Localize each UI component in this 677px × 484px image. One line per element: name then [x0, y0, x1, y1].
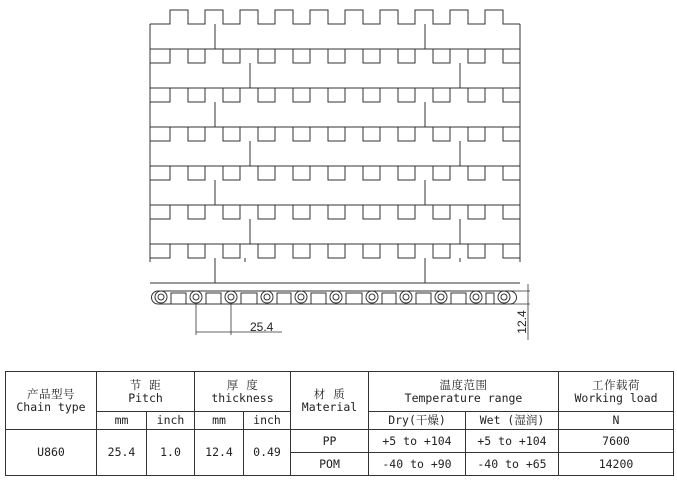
chain-type-en: Chain type	[16, 399, 86, 414]
temp-wet-header: Wet (湿润)	[466, 412, 559, 430]
load-cell: 14200	[559, 453, 674, 476]
pitch-inch-cell: 1.0	[147, 430, 195, 476]
load-cn: 工作载荷	[592, 377, 641, 392]
thickness-inch-cell: 0.49	[244, 430, 291, 476]
pitch-mm-cell: 25.4	[97, 430, 147, 476]
material-cell: PP	[291, 430, 369, 453]
material-cn: 材 质	[313, 386, 346, 401]
material-en: Material	[301, 399, 358, 414]
side-view	[152, 284, 531, 340]
chain-type-cn: 产品型号	[27, 386, 75, 401]
load-en: Working load	[574, 390, 658, 405]
thickness-mm-cell: 12.4	[195, 430, 244, 476]
pitch-header	[97, 372, 195, 412]
pitch-unit-mm: mm	[97, 412, 147, 430]
chain-type-header	[6, 372, 97, 430]
load-cell: 7600	[559, 430, 674, 453]
load-header	[559, 372, 674, 412]
thickness-unit-mm: mm	[195, 412, 244, 430]
thickness-header	[195, 372, 291, 412]
temperature-en: Temperature range	[404, 390, 523, 405]
thickness-unit-inch: inch	[244, 412, 291, 430]
spec-table	[5, 371, 674, 476]
top-view	[150, 10, 520, 283]
thickness-dimension-label: 12.4	[515, 310, 529, 334]
pitch-en: Pitch	[128, 390, 163, 405]
material-header	[291, 372, 369, 430]
wet-temp-cell: +5 to +104	[466, 430, 559, 453]
dry-temp-cell: +5 to +104	[369, 430, 466, 453]
temp-dry-header: Dry(干燥)	[369, 412, 466, 430]
temperature-header	[369, 372, 559, 412]
pitch-unit-inch: inch	[147, 412, 195, 430]
thickness-en: thickness	[211, 390, 274, 405]
table-row	[6, 430, 674, 453]
pitch-dimension-label: 25.4	[250, 320, 274, 334]
material-cell: POM	[291, 453, 369, 476]
dry-temp-cell: -40 to +90	[369, 453, 466, 476]
model-cell: U860	[6, 430, 97, 476]
wet-temp-cell: -40 to +65	[466, 453, 559, 476]
load-unit: N	[559, 412, 674, 430]
temperature-cn: 温度范围	[439, 377, 488, 392]
pitch-cn: 节 距	[129, 377, 162, 392]
thickness-cn: 厚 度	[226, 377, 259, 392]
